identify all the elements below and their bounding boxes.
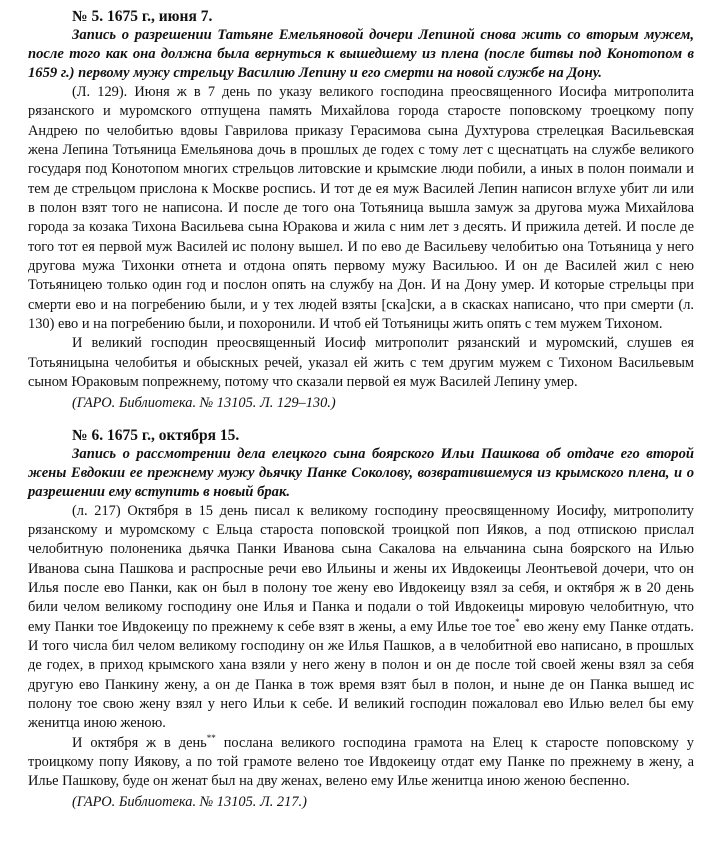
document-entry-6 — [28, 427, 694, 812]
entry-body-paragraph — [28, 502, 694, 734]
entry-body-paragraph: (Л. 129). Июня ж в 7 день по указу великого господина преосвященного Иосифа митрополита рязанского и муромского отпущена память Михайлова города старосте поповскому троецкому попу Андрею по челобитью вдовы Гаврилова приказу Герасимова сына Духтурова стрелецкая Васильевская жена Лепина Тотьяница Емельянова дочь в прошлых де годех с тому лет с щеснатцать на службе великого государя под Конотопом многих стрельцов литовские и крымские люди побили, а иных в полон поимали и тем де стрельцом прислона к Москве роспись. И тот де ея муж Василей Лепин написон вглухе убит ли или в полон взят того не написона. И после де того она Тотьяница вышла замуж за другова мужа Михайлова города за козака Тихона Васильева сына Юракова и жила с ним лет з десять. И прижила детей. И после де того тот ея первой муж Василей ис полону вышел. И по ево де Васильеву челобитью она Тотьяница у него другова мужа Тихонки отнета и отдона опять первому мужу Васильюо. И он де Василей жил с нею Тотьяницею только один год и послон опять на службу на Дон. И на Дону умер. И которые стрельцы при смерти ево и на погребению были, и у тех людей взяты [ска]ски, а в скасках написано, что при смерти (л. 130) ево и на погребению были, и похоронили. И чтоб ей Тотьяницы жить опять с тем мужем Тихоном. — [28, 84, 694, 333]
paragraph-text: послана великого господина грамота на Елец к старосте поповскому у троицкому попу Иякову, а по той грамоте велено тое Ивдокеицу отдат ему Панке по прежнему в жену, а Илье Пашкову, буде он женат был на дву женах, велено ему Илье женитца иною женою беспенно. — [28, 734, 694, 790]
entry-heading: № 5. 1675 г., июня 7. — [72, 8, 213, 25]
entry-body-paragraph — [28, 734, 694, 792]
entry-heading: № 6. 1675 г., октября 15. — [72, 426, 240, 444]
footnote-marker: * — [515, 616, 520, 627]
entry-source-citation: (ГАРО. Библиотека. № 13105. Л. 129–130.) — [72, 394, 336, 411]
entry-summary: Запись о разрешении Татьяне Емельяновой дочери Лепиной снова жить со вторым мужем, после того как она должна была вернуться к вышедшему из плена (после битвы под Конотопом в 1659 г.) первому мужу стрельцу Василию Лепину и его смерти на новой службе на Дону. — [28, 27, 694, 81]
footnote-marker: ** — [206, 732, 216, 743]
paragraph-text: (л. 217) Октября в 15 день писал к великому господину преосвященному Иосифу, митрополиту рязанскому и муромскому с Ельца староста поповской троицкой поп Ияков, а под отпискою прислал челобитную полоненика дьячка Панки Иванова сына Сакалова на ельчанина сына боярского на Илью Иванова сына Пашкова и распросные речи ево Ильины и жены их Ивдокеицы Леонтьевой дочери, что он Илья после ево Панки, как он был в полону тое жену ево Ивдокеицу взял за себя, и октября ж в 20 день били челом великому господину оне Илья и Панка и подали о той Ивдокеицы мировую челобитную, что ему Панки тое Ивдокеицу по прежнему к себе взят в жены, а ему Илье тое тое — [28, 502, 694, 635]
paragraph-text: И октября ж в день — [72, 734, 207, 751]
entry-body-paragraph: И великий господин преосвященный Иосиф митрополит рязанский и муромский, слушев ея Тотьяницына челобитья и обыскных речей, указал ей жить с тем другим мужем с Тихоном Васильевым сыном Юраковым попрежнему, потому что сказали первой ея муж Василей Лепину умер. — [28, 335, 694, 391]
document-entry-5 — [28, 8, 694, 413]
entry-source-citation: (ГАРО. Библиотека. № 13105. Л. 217.) — [72, 793, 307, 810]
paragraph-text: ево жену ему Панке отдать. И того числа бил челом великому господину он же Илья Пашков, а в челобитной ево написано, в прошлых де годех, в приход крымского хана взяли у него жену в полон и он де после той своей жены взял за себя другую ево Панкину жену, а он де Панка в тож время взят был в полон, и ныне де он Панка вышед ис полону тое свою жену взял у него Ильи к себе. И великий господин пожаловал ево Илью велел бы ему женитца иною женою. — [28, 618, 694, 732]
entry-summary: Запись о рассмотрении дела елецкого сына боярского Ильи Пашкова об отдаче его второй жены Евдокии ее прежнему мужу дьячку Панке Соколову, возвратившемуся из крымского плена, и о разрешении ему вступить в новый брак. — [28, 445, 694, 500]
